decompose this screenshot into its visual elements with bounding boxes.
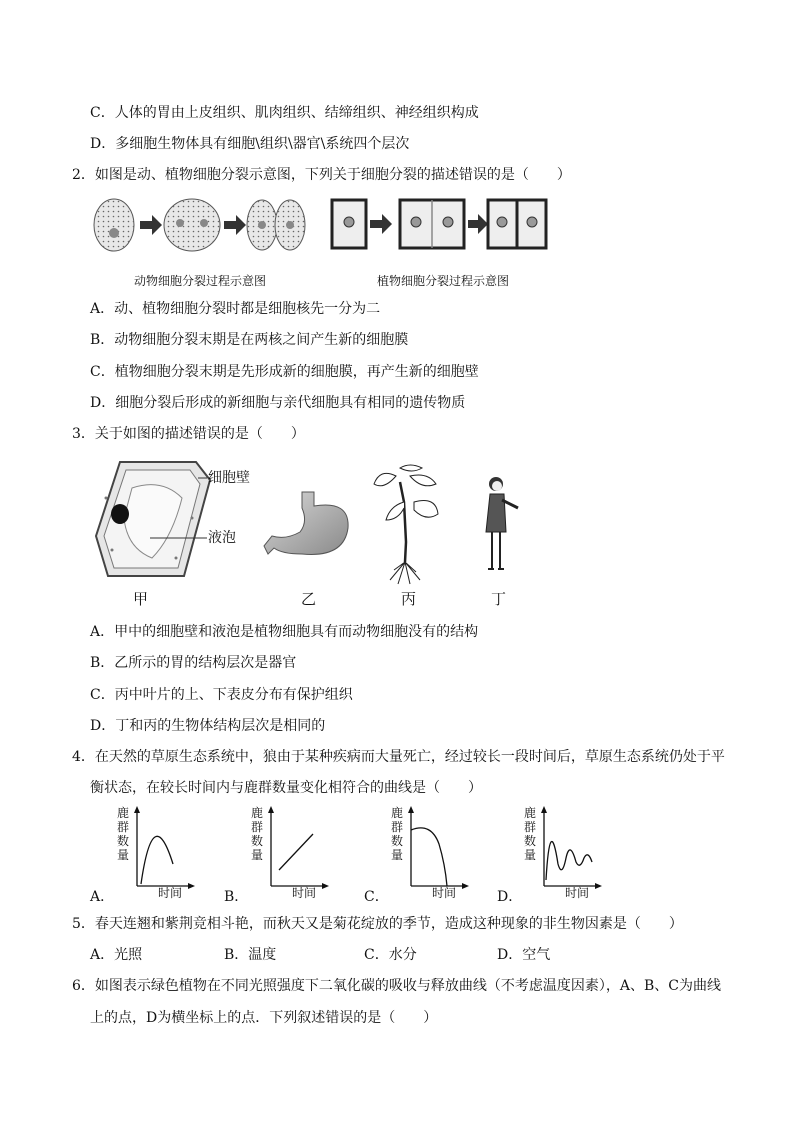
graph-d-y-label <box>524 806 536 862</box>
question-3-option-a: A．甲中的细胞壁和液泡是植物细胞具有而动物细胞没有的结构 <box>90 624 479 640</box>
question-3-stem: 3．关于如图的描述错误的是（ ） <box>72 426 305 442</box>
question-5-stem: 5．春天连翘和紫荆竞相斗艳，而秋天又是菊花绽放的季节，造成这种现象的非生物因素是（ ） <box>72 916 683 932</box>
question-2-option-c: C．植物细胞分裂末期是先形成新的细胞膜，再产生新的细胞壁 <box>90 364 479 380</box>
graph-c-x-label: 时间 <box>432 886 457 900</box>
question-3-option-b: B．乙所示的胃的结构层次是器官 <box>90 655 297 671</box>
question-3-option-d: D．丁和丙的生物体结构层次是相同的 <box>90 718 326 734</box>
question-6-stem-line1: 6．如图表示绿色植物在不同光照强度下二氧化碳的吸收与释放曲线（不考虑温度因素），A、B、C为曲线 <box>72 978 722 994</box>
y-label-char: 数 <box>524 834 537 848</box>
question-5-option-c: C．水分 <box>364 947 417 963</box>
question-5-option-d: D．空气 <box>497 947 551 963</box>
bean-seedling-illustration <box>370 462 442 587</box>
y-label-char: 群 <box>524 820 537 834</box>
figure-label-jia: 甲 <box>133 590 149 608</box>
question-3-option-c: C．丙中叶片的上、下表皮分布有保护组织 <box>90 687 353 703</box>
vacuole-label: 液泡 <box>208 530 236 546</box>
graph-b-x-label: 时间 <box>292 886 317 900</box>
y-label-char: 群 <box>391 820 404 834</box>
y-label-char: 数 <box>251 834 264 848</box>
graph-b-choice: B． <box>224 889 249 905</box>
y-label-char: 量 <box>251 848 264 862</box>
figure-label-yi: 乙 <box>301 590 317 608</box>
y-label-char: 群 <box>251 820 264 834</box>
question-5-option-b: B．温度 <box>224 947 277 963</box>
y-label-char: 鹿 <box>251 806 264 820</box>
option-c: C．人体的胃由上皮组织、肌肉组织、结缔组织、神经组织构成 <box>90 105 479 121</box>
question-6-stem-line2: 上的点，D为横坐标上的点．下列叙述错误的是（ ） <box>90 1010 438 1026</box>
y-label-char: 数 <box>117 834 130 848</box>
graph-c-choice: C． <box>364 889 389 905</box>
y-label-char: 鹿 <box>391 806 404 820</box>
graph-a-x-label: 时间 <box>158 886 183 900</box>
question-5-option-a: A．光照 <box>90 947 143 963</box>
cell-wall-label: 细胞壁 <box>208 470 250 486</box>
y-label-char: 量 <box>524 848 537 862</box>
animal-cell-division-figure <box>92 195 317 255</box>
question-4-stem-line1: 4．在天然的草原生态系统中，狼由于某种疾病而大量死亡，经过较长一段时间后，草原生态系统仍处于平 <box>72 749 725 765</box>
animal-figure-caption: 动物细胞分裂过程示意图 <box>134 274 267 288</box>
graph-d-x-label: 时间 <box>565 886 590 900</box>
y-label-char: 量 <box>117 848 130 862</box>
question-2-option-a: A．动、植物细胞分裂时都是细胞核先一分为二 <box>90 301 381 317</box>
plant-cell-division-figure <box>330 198 550 250</box>
y-label-char: 量 <box>391 848 404 862</box>
plant-figure-caption: 植物细胞分裂过程示意图 <box>377 274 510 288</box>
graph-c-y-label <box>391 806 403 862</box>
y-label-char: 群 <box>117 820 130 834</box>
question-2-option-b: B．动物细胞分裂末期是在两核之间产生新的细胞膜 <box>90 332 409 348</box>
graph-a-choice: A． <box>90 889 115 905</box>
figure-label-bing: 丙 <box>401 590 417 608</box>
question-4-stem-line2: 衡状态，在较长时间内与鹿群数量变化相符合的曲线是（ ） <box>90 780 482 796</box>
figure-label-ding: 丁 <box>491 590 507 608</box>
question-2-option-d: D．细胞分裂后形成的新细胞与亲代细胞具有相同的遗传物质 <box>90 395 466 411</box>
y-label-char: 数 <box>391 834 404 848</box>
option-d: D．多细胞生物体具有细胞\组织\器官\系统四个层次 <box>90 136 410 152</box>
graph-a-y-label <box>117 806 129 862</box>
y-label-char: 鹿 <box>117 806 130 820</box>
stomach-illustration <box>262 488 352 560</box>
y-label-char: 鹿 <box>524 806 537 820</box>
graph-b-y-label <box>251 806 263 862</box>
graph-d-choice: D． <box>497 889 523 905</box>
question-2-stem: 2．如图是动、植物细胞分裂示意图，下列关于细胞分裂的描述错误的是（ ） <box>72 167 571 183</box>
person-illustration <box>482 472 524 577</box>
